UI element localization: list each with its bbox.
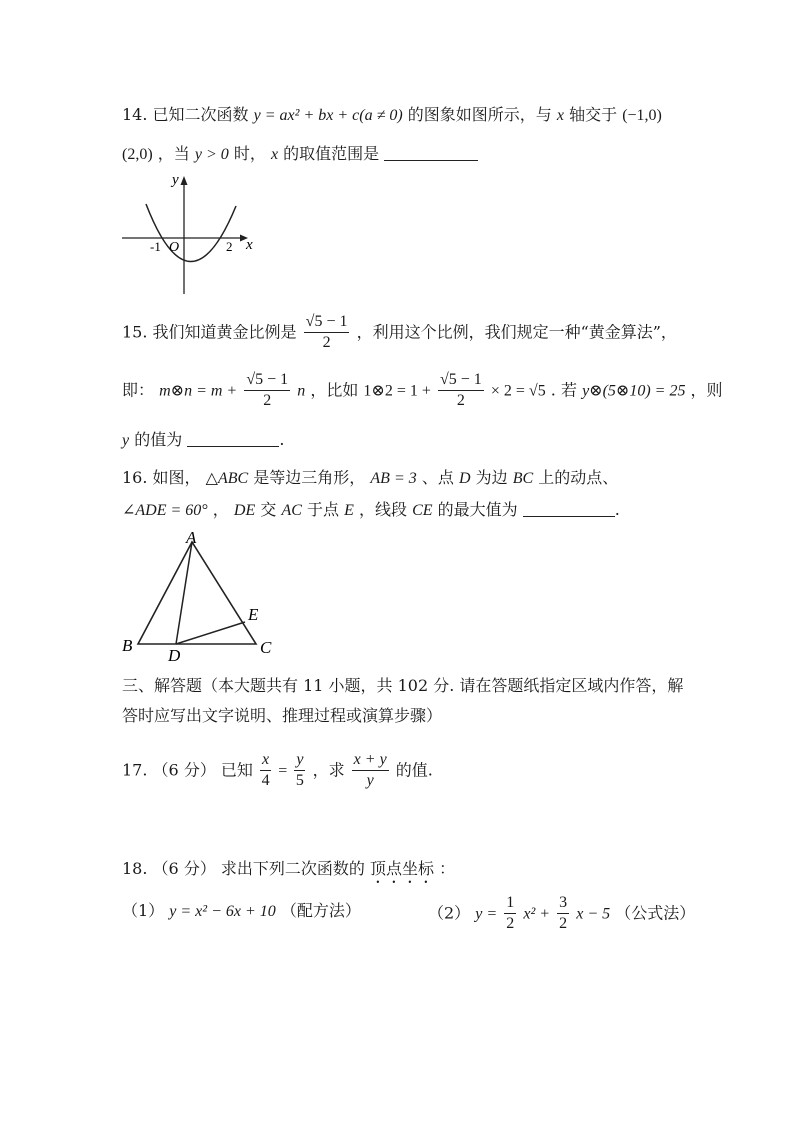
q16-text: 、点 bbox=[421, 468, 454, 487]
point-label-e: E bbox=[248, 605, 259, 624]
q16-text: 为边 bbox=[475, 468, 508, 487]
q15-text: ，比如 bbox=[310, 380, 359, 400]
answer-blank[interactable] bbox=[523, 502, 615, 517]
q16-text: 于点 bbox=[306, 500, 339, 519]
q15-text: ，则 bbox=[690, 380, 723, 400]
q16-triangle: △ABC bbox=[205, 470, 249, 487]
fraction-three-halves bbox=[557, 895, 569, 933]
q16-text: 交 bbox=[260, 500, 277, 519]
q16-ab: AB = 3 bbox=[370, 470, 417, 487]
q15-text: 我们知道黄金比例是 bbox=[152, 322, 297, 342]
equals-sign: = bbox=[278, 762, 288, 780]
question-number: 14. bbox=[122, 105, 148, 124]
q16-de: DE bbox=[233, 502, 256, 519]
fraction-numerator: √5 − 1 bbox=[304, 314, 350, 333]
q14-text: 的图象如图所示，与 bbox=[407, 105, 552, 124]
x-axis-label: x bbox=[246, 237, 253, 253]
q14-text: 轴交于 bbox=[569, 105, 618, 124]
q18-text: ： bbox=[439, 859, 456, 878]
q17-line bbox=[122, 752, 433, 790]
q18-p2-lhs: y = bbox=[475, 905, 498, 923]
tick-label-neg: -1 bbox=[150, 239, 161, 254]
q16-ce: CE bbox=[412, 502, 433, 519]
q18-line bbox=[122, 859, 455, 887]
q15-text: ，利用这个比例，我们规定一种“黄金算法”， bbox=[356, 322, 677, 342]
q18-p2-method: （公式法） bbox=[615, 903, 696, 923]
q15-var: y bbox=[122, 432, 130, 449]
section-heading-cont: 答时应写出文字说明、推理过程或演算步骤） bbox=[122, 706, 443, 725]
q14-point1: (−1,0) bbox=[622, 107, 662, 124]
fraction-denominator: 4 bbox=[261, 771, 270, 789]
q15-line1 bbox=[122, 314, 677, 352]
q17-text: 已知 bbox=[220, 760, 253, 780]
fraction-denominator: y bbox=[366, 771, 374, 789]
point-label-d: D bbox=[168, 646, 181, 665]
q16-text: 上的动点、 bbox=[538, 468, 619, 487]
tick-label-pos: 2 bbox=[226, 239, 233, 254]
q18-text: 求出下列二次函数的 bbox=[220, 859, 365, 878]
q18-part1 bbox=[122, 903, 361, 920]
q14-text: 时， bbox=[233, 144, 266, 163]
q16-text: ， bbox=[212, 500, 229, 519]
section-heading: 三、解答题（本大题共有 11 小题，共 102 分. 请在答题纸指定区域内作答，解 bbox=[122, 676, 684, 695]
fraction-denominator: 2 bbox=[263, 391, 272, 409]
fraction-denominator: 2 bbox=[506, 914, 515, 932]
q14-point2: (2,0) bbox=[122, 146, 153, 163]
part-label: （1） bbox=[122, 901, 165, 920]
q16-text: 的最大值为 bbox=[437, 500, 518, 519]
q14-text: 的取值范围是 bbox=[283, 144, 380, 163]
fraction-denominator: 2 bbox=[322, 333, 331, 351]
fraction-numerator: x + y bbox=[352, 752, 389, 771]
q16-text: 如图， bbox=[152, 468, 201, 487]
fraction-x-plus-y-over-y bbox=[352, 752, 389, 790]
q15-text: 即： bbox=[122, 380, 155, 400]
q15-text: 的值为 bbox=[134, 430, 183, 449]
q15-line3: y 的值为 . bbox=[122, 430, 285, 449]
q15-definition: m⊗n = m + bbox=[159, 382, 238, 400]
q16-angle: ∠ADE = 60° bbox=[122, 502, 208, 519]
q18-p1-formula: y = x² − 6x + 10 bbox=[169, 903, 276, 920]
q17-text: 的值. bbox=[395, 760, 433, 780]
fraction-numerator: 1 bbox=[504, 895, 516, 914]
y-axis-arrow bbox=[181, 176, 188, 185]
q14-condition: y > 0 bbox=[194, 146, 229, 163]
fraction-numerator: √5 − 1 bbox=[244, 372, 290, 391]
vertex-label-b: B bbox=[122, 636, 133, 655]
q18-score: （6 分） bbox=[152, 859, 216, 878]
fraction-one-half bbox=[504, 895, 516, 933]
q14-text: 已知二次函数 bbox=[152, 105, 249, 124]
q14-var: x bbox=[556, 107, 564, 124]
q17-score: （6 分） bbox=[152, 760, 216, 780]
q16-ac: AC bbox=[281, 502, 302, 519]
fraction-numerator: x bbox=[260, 752, 271, 771]
part-label: （2） bbox=[428, 903, 471, 923]
q14-line2 bbox=[122, 146, 478, 163]
parabola-graph bbox=[116, 168, 266, 298]
q15-example: 1⊗2 = 1 + bbox=[363, 382, 431, 400]
q14-var: x bbox=[270, 146, 279, 163]
fraction-denominator: 2 bbox=[559, 914, 568, 932]
q18-p2-mid: x² + bbox=[523, 905, 551, 923]
vertex-label-a: A bbox=[186, 528, 197, 547]
q15-text: . 若 bbox=[550, 380, 577, 400]
question-number: 18. bbox=[122, 859, 148, 878]
vertex-label-c: C bbox=[260, 638, 272, 657]
q16-e: E bbox=[344, 502, 354, 519]
q16-text: 是等边三角形， bbox=[253, 468, 366, 487]
q15-line2 bbox=[122, 372, 723, 410]
fraction-numerator: √5 − 1 bbox=[438, 372, 484, 391]
q16-bc: BC bbox=[512, 470, 534, 487]
q18-part2 bbox=[428, 895, 695, 933]
fraction-y-over-5 bbox=[294, 752, 305, 790]
q15-definition-tail: n bbox=[297, 382, 306, 400]
fraction-denominator: 5 bbox=[295, 771, 304, 789]
golden-ratio-fraction bbox=[244, 372, 290, 410]
segment-de bbox=[176, 622, 245, 644]
fraction-denominator: 2 bbox=[456, 391, 465, 409]
fraction-numerator: y bbox=[294, 752, 305, 771]
y-axis-label: y bbox=[172, 172, 179, 188]
answer-blank[interactable] bbox=[384, 146, 478, 161]
triangle-abc bbox=[138, 542, 256, 644]
q14-line1 bbox=[122, 107, 662, 124]
question-number: 16. bbox=[122, 468, 148, 487]
q16-line1 bbox=[122, 470, 618, 487]
q16-d: D bbox=[458, 470, 471, 487]
golden-ratio-fraction bbox=[438, 372, 484, 410]
golden-ratio-fraction bbox=[304, 314, 350, 352]
q16-text: ，线段 bbox=[358, 500, 407, 519]
answer-blank[interactable] bbox=[187, 432, 279, 447]
q18-emphasis: 顶点坐标 bbox=[370, 859, 435, 878]
origin-label: O bbox=[169, 240, 180, 255]
question-number: 15. bbox=[122, 322, 148, 342]
q17-text: ，求 bbox=[312, 760, 345, 780]
question-number: 17. bbox=[122, 760, 148, 780]
q15-equation: y⊗(5⊗10) = 25 bbox=[582, 382, 686, 400]
q14-text: ，当 bbox=[157, 144, 190, 163]
triangle-figure bbox=[118, 528, 288, 668]
q16-line2: ∠ADE = 60° ， DE 交 AC 于点 E ，线段 CE 的最大值为 . bbox=[122, 500, 620, 519]
fraction-x-over-4 bbox=[260, 752, 271, 790]
q15-example-tail: × 2 = √5 bbox=[490, 382, 546, 400]
q18-p1-method: （配方法） bbox=[280, 901, 361, 920]
q14-formula: y = ax² + bx + c(a ≠ 0) bbox=[253, 107, 403, 124]
fraction-numerator: 3 bbox=[557, 895, 569, 914]
q18-p2-tail: x − 5 bbox=[576, 905, 611, 923]
